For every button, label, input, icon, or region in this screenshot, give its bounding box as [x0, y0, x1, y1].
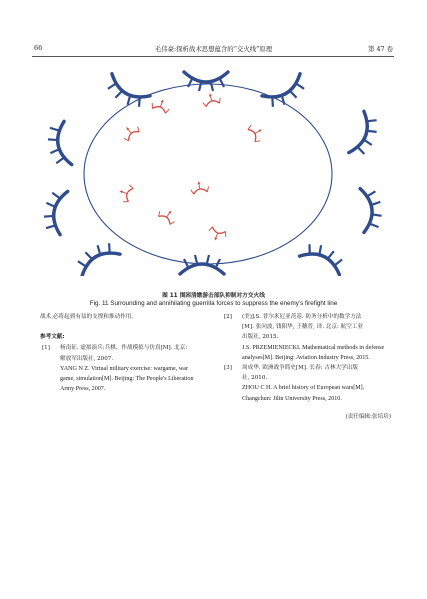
reference-line: 社, 2010.	[242, 375, 268, 382]
reference-line-en: analyses[M]. Beijing: Aviation Industry Press, 2015.	[242, 354, 370, 361]
blue-unit	[184, 72, 228, 91]
reference-line: 出版社, 2015.	[242, 334, 279, 341]
reference-line-en: ZHOU C H. A brief history of European wars[M].	[242, 385, 365, 392]
body-text: 战术,必将起到有益的支撑和推动作用。	[40, 314, 137, 320]
figure-caption-en: Fig. 11 Surrounding and annihilating guerrilla forces to suppress the enemy's firefight line	[89, 300, 338, 307]
blue-unit	[41, 188, 67, 235]
red-unit	[247, 122, 266, 144]
figure-caption-cn: 图 11 围困清缴游击部队抑制对方交火线	[162, 293, 265, 299]
reference-line-en: Army Press, 2007.	[60, 386, 106, 393]
references-title: 参考文献:	[40, 334, 65, 341]
blue-unit	[72, 238, 120, 276]
editor-note: (责任编辑:张培培)	[345, 414, 391, 420]
blue-unit	[180, 255, 224, 274]
volume-label: 第 47 卷	[368, 45, 393, 53]
reference-number: [2]	[224, 314, 232, 320]
header-rule	[32, 56, 394, 57]
blue-unit	[262, 74, 310, 112]
blue-unit	[45, 121, 71, 168]
reference-number: [1]	[42, 345, 50, 352]
right-column	[222, 312, 392, 404]
reference-line: 杨南征. 虚拟演兵:兵棋、作战模拟与仿真[M]. 北京:	[60, 345, 188, 352]
left-column	[40, 312, 218, 394]
red-unit	[116, 182, 133, 203]
running-title: 毛伟豪:探析战术思想蕴含的“交火线”原理	[154, 45, 273, 53]
reference-line-en: Changchun: Jilin University Press, 2010.	[242, 395, 342, 402]
reference-line: (美)J.S. 普尔米尼亚茨基. 防务分析中的数学方法	[242, 314, 362, 320]
blue-unit	[300, 239, 348, 275]
red-unit	[201, 91, 221, 107]
red-unit	[119, 121, 141, 142]
red-unit	[157, 205, 179, 225]
reference-item	[222, 363, 392, 404]
red-unit	[190, 180, 210, 195]
blue-unit	[349, 111, 382, 159]
blue-unit	[360, 187, 383, 232]
reference-line: 解放军出版社, 2007.	[60, 355, 114, 362]
reference-line: 周成华. 欧洲战争简史[M]. 长春: 吉林大学出版	[242, 365, 358, 372]
encirclement-ellipse	[84, 84, 332, 264]
reference-number: [3]	[224, 365, 232, 372]
reference-line-en: YANG N Z. Virtual military exercise: wargame, war	[60, 365, 188, 372]
red-unit	[151, 96, 172, 113]
red-unit	[206, 226, 227, 243]
figure-11-diagram	[32, 64, 394, 276]
reference-item	[40, 343, 218, 394]
reference-line: [M]. 张向波, 钱阳华, 王穗普, 译. 北京: 航空工业	[242, 324, 364, 331]
inner-red-units	[116, 91, 266, 244]
reference-item	[222, 312, 392, 363]
reference-line-en: game, simulation[M]. Beijing: The People's Liberation	[60, 376, 194, 383]
reference-line-en: J.S. PRZEMIENIECKI. Mathematical methods in defense	[242, 344, 385, 351]
page-number: 66	[34, 44, 43, 52]
